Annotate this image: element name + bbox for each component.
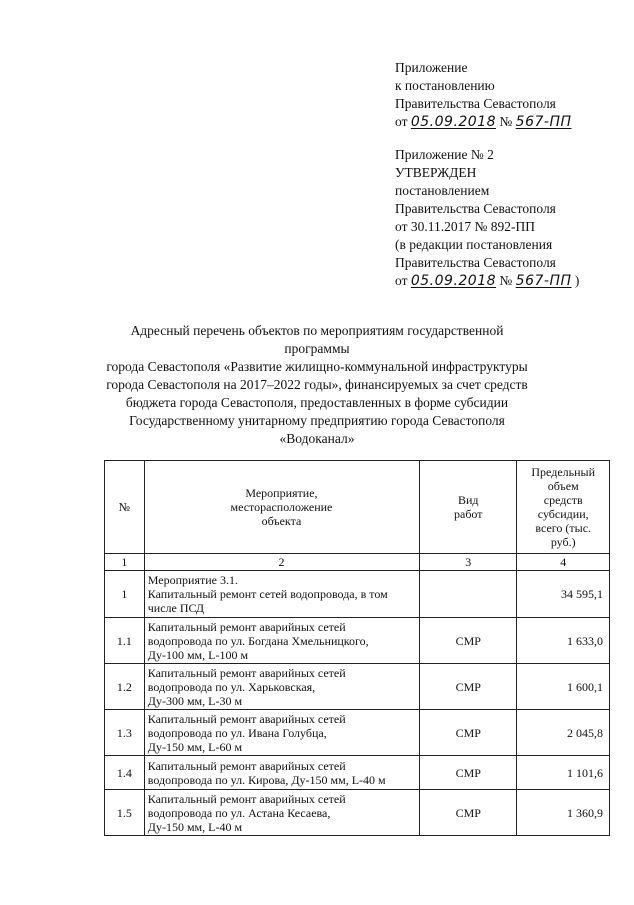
row-amount: 1 360,9 <box>517 790 610 836</box>
handwritten-number: 567-ПП <box>515 273 572 289</box>
row-number: 1.5 <box>105 790 145 836</box>
closing-paren: ) <box>574 273 580 288</box>
row-amount: 34 595,1 <box>517 571 610 618</box>
header-line: Правительства Севастополя <box>395 255 556 270</box>
row-work-type <box>420 571 517 618</box>
header-line: к постановлению <box>395 78 495 93</box>
row-amount: 2 045,8 <box>517 710 610 756</box>
header-line: Правительства Севастополя <box>395 96 556 111</box>
appendix-header <box>395 59 572 131</box>
title-line: «Водоканал» <box>279 431 355 446</box>
document-title <box>100 322 534 448</box>
header-no: № <box>105 461 145 554</box>
header-line: от 30.11.2017 № 892-ПП <box>395 219 535 234</box>
handwritten-number: 567-ПП <box>515 114 572 130</box>
column-number: 3 <box>420 554 517 571</box>
table-row <box>105 710 610 756</box>
table-row <box>105 571 610 618</box>
header-line: Приложение <box>395 60 468 75</box>
row-number: 1.2 <box>105 664 145 710</box>
handwritten-date: 05.09.2018 <box>410 273 497 289</box>
row-number: 1.3 <box>105 710 145 756</box>
title-line: города Севастополя «Развитие жилищно-коммунальной инфраструктуры <box>106 359 528 374</box>
table-row <box>105 790 610 836</box>
row-amount: 1 633,0 <box>517 618 610 664</box>
title-line: Государственному унитарному предприятию города Севастополя <box>129 413 505 428</box>
row-description: Мероприятие 3.1. Капитальный ремонт сетей водопровода, в том числе ПСД <box>144 571 419 618</box>
row-number: 1 <box>105 571 145 618</box>
row-description: Капитальный ремонт аварийных сетей водопровода по ул. Кирова, Ду-150 мм, L-40 м <box>144 756 419 790</box>
row-number: 1.1 <box>105 618 145 664</box>
table-row <box>105 664 610 710</box>
header-name: Мероприятие, месторасположение объекта <box>144 461 419 554</box>
column-number: 1 <box>105 554 145 571</box>
row-description: Капитальный ремонт аварийных сетей водопровода по ул. Харьковская, Ду-300 мм, L-30 м <box>144 664 419 710</box>
row-description: Капитальный ремонт аварийных сетей водопровода по ул. Богдана Хмельницкого, Ду-100 мм, L-100 м <box>144 618 419 664</box>
title-line: города Севастополя на 2017–2022 годы», финансируемых за счет средств <box>106 377 528 392</box>
row-work-type: СМР <box>420 790 517 836</box>
title-line: Адресный перечень объектов по мероприятиям государственной программы <box>130 323 504 356</box>
approval-header <box>395 146 579 290</box>
table-row <box>105 756 610 790</box>
row-amount: 1 101,6 <box>517 756 610 790</box>
row-work-type: СМР <box>420 664 517 710</box>
from-label: от <box>395 273 408 288</box>
number-sign: № <box>499 114 513 129</box>
column-number: 2 <box>144 554 419 571</box>
row-work-type: СМР <box>420 618 517 664</box>
header-line: УТВЕРЖДЕН <box>395 165 477 180</box>
header-line: постановлением <box>395 183 490 198</box>
table-row <box>105 618 610 664</box>
number-sign: № <box>499 273 513 288</box>
header-line: Приложение № 2 <box>395 147 494 162</box>
row-description: Капитальный ремонт аварийных сетей водопровода по ул. Астана Кесаева, Ду-150 мм, L-40 м <box>144 790 419 836</box>
row-work-type: СМР <box>420 710 517 756</box>
row-work-type: СМР <box>420 756 517 790</box>
row-description: Капитальный ремонт аварийных сетей водопровода по ул. Ивана Голубца, Ду-150 мм, L-60 м <box>144 710 419 756</box>
row-amount: 1 600,1 <box>517 664 610 710</box>
column-number: 4 <box>517 554 610 571</box>
header-sum: Предельный объем средств субсидии, всего (тыс. руб.) <box>517 461 610 554</box>
objects-table <box>104 460 610 836</box>
header-line: Правительства Севастополя <box>395 201 556 216</box>
header-date-line <box>395 272 579 290</box>
header-line: (в редакции постановления <box>395 237 553 252</box>
from-label: от <box>395 114 408 129</box>
row-number: 1.4 <box>105 756 145 790</box>
title-line: бюджета города Севастополя, предоставленных в форме субсидии <box>125 395 509 410</box>
table-header-row <box>105 461 610 554</box>
header-date-line <box>395 113 572 131</box>
column-number-row <box>105 554 610 571</box>
handwritten-date: 05.09.2018 <box>410 114 497 130</box>
header-type: Вид работ <box>420 461 517 554</box>
